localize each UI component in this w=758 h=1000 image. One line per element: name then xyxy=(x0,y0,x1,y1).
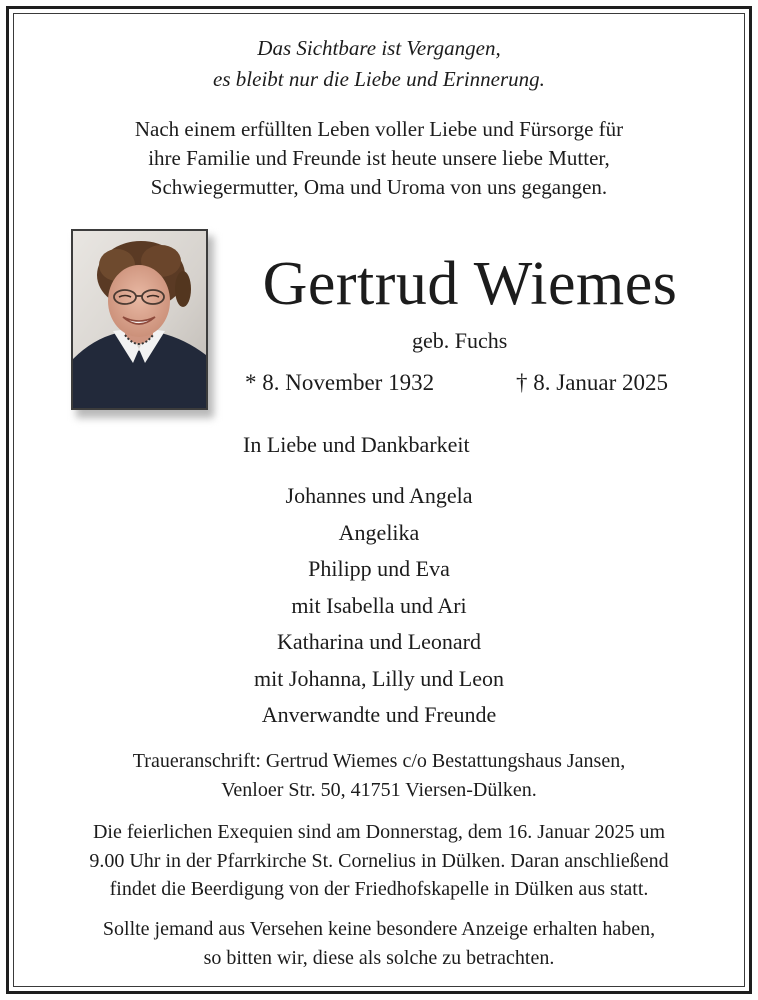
mourner-entry: Angelika xyxy=(338,519,420,545)
portrait-photo xyxy=(71,229,208,410)
intro-line: Nach einem erfüllten Leben voller Liebe und Fürsorge für xyxy=(134,117,624,141)
notice-text xyxy=(0,915,758,972)
death-date: † 8. Januar 2025 xyxy=(516,370,669,395)
funeral-service-info xyxy=(0,818,758,904)
maiden-name: geb. Fuchs xyxy=(412,328,508,353)
intro-line: Schwiegermutter, Oma und Uroma von uns gegangen. xyxy=(150,175,608,199)
service-line: Die feierlichen Exequien sind am Donnerstag, dem 16. Januar 2025 um xyxy=(92,821,666,843)
motto-line: es bleibt nur die Liebe und Erinnerung. xyxy=(213,67,545,91)
intro-line: ihre Familie und Freunde ist heute unsere liebe Mutter, xyxy=(148,146,610,170)
deceased-name: Gertrud Wiemes xyxy=(262,250,678,318)
service-line: 9.00 Uhr in der Pfarrkirche St. Cornelius in Dülken. Daran anschließend xyxy=(89,849,669,872)
mourners-list xyxy=(0,478,758,734)
mourner-entry: Philipp und Eva xyxy=(308,556,450,581)
mourners-heading: In Liebe und Dankbarkeit xyxy=(243,432,470,457)
motto xyxy=(0,33,758,95)
service-line: findet die Beerdigung von der Friedhofskapelle in Dülken aus statt. xyxy=(109,878,649,900)
intro-text xyxy=(0,115,758,202)
mourning-address xyxy=(0,747,758,805)
mourner-entry: mit Johanna, Lilly und Leon xyxy=(254,665,504,691)
birth-date: * 8. November 1932 xyxy=(245,370,435,395)
motto-line: Das Sichtbare ist Vergangen, xyxy=(257,36,501,60)
mourner-entry: Johannes und Angela xyxy=(285,483,473,508)
mourner-entry: Anverwandte und Freunde xyxy=(261,702,497,727)
notice-line: Sollte jemand aus Versehen keine besondere Anzeige erhalten haben, xyxy=(102,918,656,940)
notice-line: so bitten wir, diese als solche zu betrachten. xyxy=(203,946,555,969)
address-line: Venloer Str. 50, 41751 Viersen-Dülken. xyxy=(221,779,537,801)
mourner-entry: mit Isabella und Ari xyxy=(291,592,467,618)
mourner-entry: Katharina und Leonard xyxy=(276,629,482,654)
address-line: Traueranschrift: Gertrud Wiemes c/o Bestattungshaus Jansen, xyxy=(132,750,626,772)
